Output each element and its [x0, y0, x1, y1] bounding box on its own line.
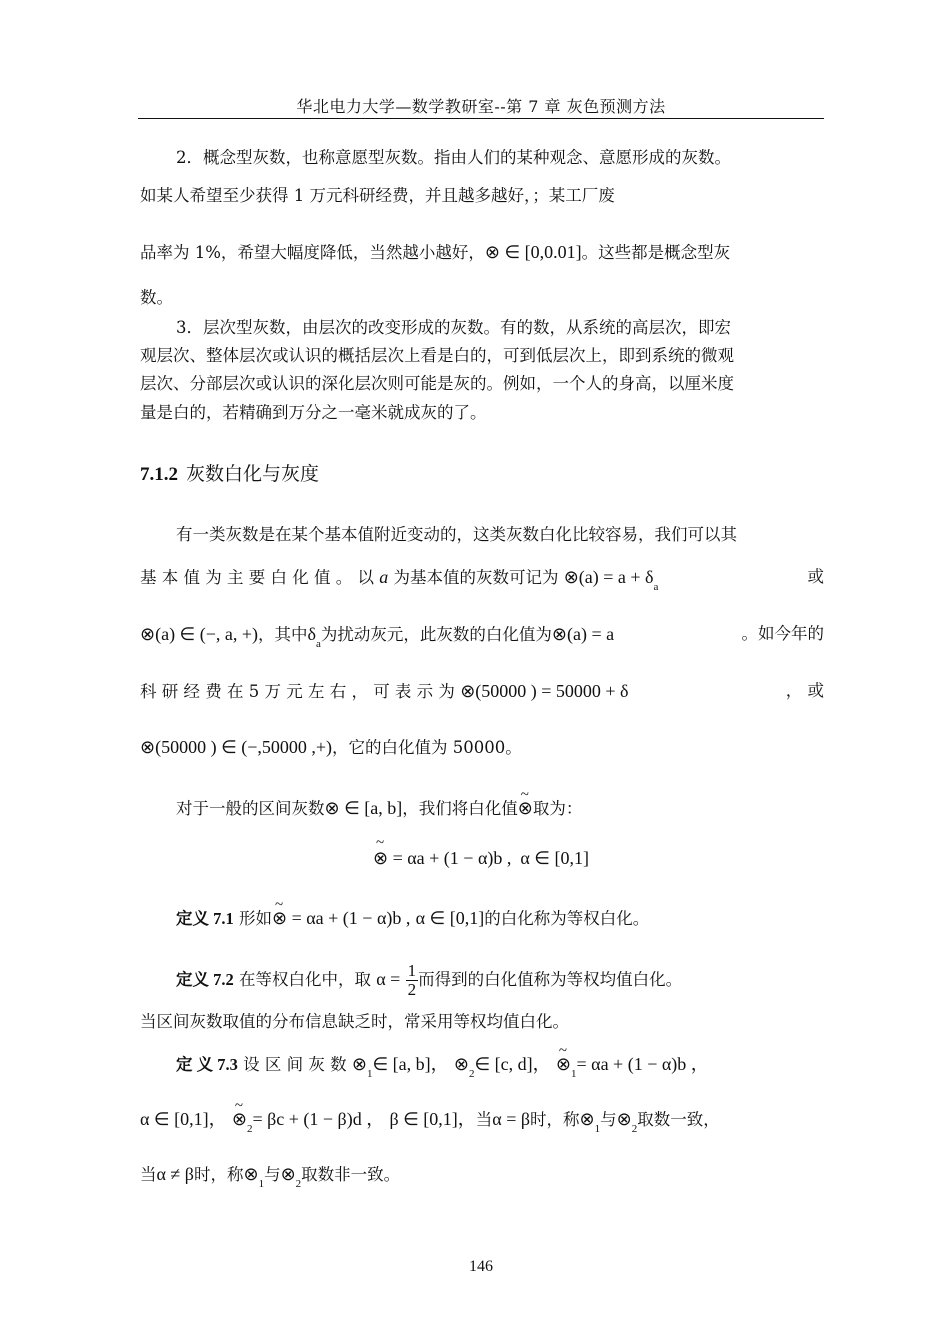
paragraph-line: 数。	[140, 288, 173, 307]
definition-7-1: 定义 7.1 形如~ ⊗ = αa + (1 − α)b , α ∈ [0,1]的白化称为等权白化。	[176, 906, 824, 931]
math-inline: ⊗(50000 ) = 50000 + δ	[460, 681, 629, 701]
section-title: 灰数白化与灰度	[186, 463, 320, 485]
paragraph-line: 品率为 1%，希望大幅度降低，当然越小越好，⊗ ∈ [0,0.01]。这些都是概念型灰	[140, 242, 731, 262]
math-inline: ⊗(50000 ) ∈ (−,50000 ,+)	[140, 737, 333, 757]
math-inline: ⊗(a) = a	[551, 624, 615, 644]
paragraph-line: ⊗(a) ∈ (−, a, +)，其中$\delta_a$为扰动灰元，此灰数的白化值为⊗(a) = a 。如今年的	[140, 624, 824, 650]
paragraph-line: 层次、分部层次或认识的深化层次则可能是灰的。例如，一个人的身高，以厘米度	[140, 374, 734, 393]
paragraph-line: 当区间灰数取值的分布信息缺乏时，常采用等权均值白化。	[140, 1012, 569, 1031]
paragraph-line: 有一类灰数是在某个基本值附近变动的，这类灰数白化比较容易，我们可以其	[176, 525, 737, 544]
paragraph-line: 量是白的，若精确到万分之一毫米就成灰的了。	[140, 403, 487, 422]
paragraph-line: 观层次、整体层次或认识的概括层次上看是白的，可到低层次上，即到系统的微观	[140, 346, 734, 365]
paragraph-line: 3．层次型灰数，由层次的改变形成的灰数。有的数，从系统的高层次，即宏	[176, 318, 731, 337]
section-heading	[140, 459, 319, 486]
math-inline: ⊗ ∈ [0,0.01]	[484, 242, 582, 262]
math-inline: ⊗ ∈ [a, b]	[324, 798, 403, 818]
paragraph-line: 基 本 值 为 主 要 白 化 值 。 以 a 为基本值的灰数可记为 ⊗(a) = $a + \delta_a$ 或	[140, 567, 824, 593]
header-rule	[138, 118, 824, 119]
math-inline: ~ ⊗	[518, 796, 533, 820]
paragraph-line: 对于一般的区间灰数⊗ ∈ [a, b]，我们将白化值~ ⊗取为：	[176, 796, 824, 821]
paragraph-line: ⊗(50000 ) ∈ (−,50000 ,+)，它的白化值为 50000。	[140, 737, 522, 757]
paragraph-line: 如某人希望至少获得 1 万元科研经费，并且越多越好，；某工厂废	[140, 186, 615, 205]
math-inline: ⊗(a) = a + δ	[563, 567, 654, 587]
paragraph-line: 科 研 经 费 在 5 万 元 左 右 ， 可 表 示 为 ⊗(50000 ) = 50000 + δ ， 或	[140, 681, 824, 701]
math-inline: ⊗(a) ∈ (−, a, +)	[140, 624, 259, 644]
section-number: 7.1.2	[140, 464, 178, 485]
paragraph-line: 2．概念型灰数，也称意愿型灰数。指由人们的某种观念、意愿形成的灰数。	[176, 148, 731, 167]
paragraph-line: α ∈ [0,1]， ~ $\otimes_2= \beta c + (1 - \beta)d$ ， β ∈ [0,1]，当α = β时，称$\otimes_1$与$\otimes_2$取数一致，	[140, 1107, 824, 1141]
definition-7-3: 定 义 7.3 设 区 间 灰 数 $\otimes_1\in$ [a, b]， $\otimes_2\in$ [c, d]， ~ $\otimes_1= \alpha a + (1 - \alpha)b$ ，	[176, 1052, 824, 1086]
paragraph-line: 当α ≠ β时，称$\otimes_1$与$\otimes_2$取数非一致。	[140, 1164, 401, 1190]
running-header: 华北电力大学—数学教研室--第 7 章 灰色预测方法	[296, 97, 666, 116]
page-number: 146	[469, 1258, 493, 1275]
definition-7-2: 定义 7.2 在等权白化中，取 α = $\frac{1}{2}$ 而得到的白化值称为等权均值白化。	[176, 961, 683, 999]
fraction: $\frac{1}{2}$	[407, 961, 417, 999]
display-equation: ~ ⊗ = αa + (1 − α)b , α ∈ [0,1]	[138, 848, 824, 869]
